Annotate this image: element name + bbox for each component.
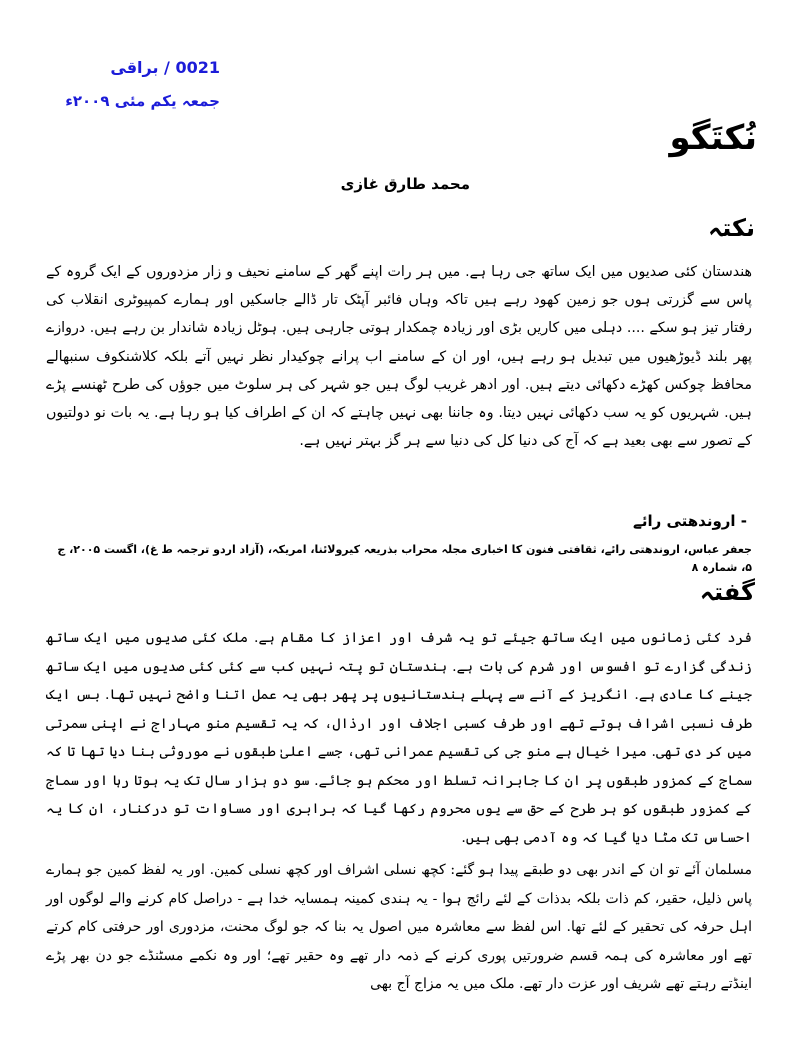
section-heading-nukta: نکتہ: [708, 214, 755, 242]
issue-number: 0021 / براقی: [110, 58, 220, 77]
section-heading-gufta: گفتہ: [699, 578, 755, 606]
quote-attribution: - اروندھتی رائے: [633, 512, 747, 530]
gufta-paragraph-1: فرد کئی زمانوں میں ایک ساتھ جیئے تو یہ شرف اور اعزاز کا مقام ہے. ملک کئی صدیوں میں ایک ساتھ زندگی گزارے تو افسوس اور شرم کی بات ہے. ہندستان تو پتہ نہیں کب سے کئی کئی صدیوں میں ایک ساتھ جینے کا عادی ہے. انگریز کے آنے سے پہلے ہندستانیوں پر پھر بھی یہ عمل اتنا واضح نہیں تھا. بس ایک طرف نسبی اشراف ہوتے تھے اور طرف کسبی اجلاف اور ارذال، کہ یہ تقسیم منو مہاراج نے اپنی سمرتی میں کر دی تھی. میرا خیال ہے منو جی کی تقسیم عمرانی تھی، جسے اعلیٰ طبقوں نے موروثی بنا دیا تھا تا کہ سماج کے کمزور طبقوں پر ان کا جابرانہ تسلط اور محکم ہو جائے. سو دو ہزار سال تک یہ ہوتا رہا اور سماج کے کمزور طبقوں کو ہر طرح کے حق سے یوں محروم رکھا گیا کہ برابری اور مساوات تو درکنار، ان کا یہ احساس تک مٹا دیا گیا کہ وہ آدمی بھی ہیں.: [46, 630, 752, 846]
article-title: نُکتَگو: [669, 118, 757, 158]
quote-source: جعفر عباس، اروندھتی رائے، ثقافتی فنون کا اخباری مجلہ محراب بذریعہ کیرولائنا، امریکہ، (آزاد اردو ترجمہ ط غ)، اگست ۲۰۰۵، ج ۵، شمارہ ۸: [57, 543, 752, 574]
nukta-paragraph: ھندستان کئی صدیوں میں ایک ساتھ جی رہا ہے. میں ہر رات اپنے گھر کے سامنے نحیف و زار مزدوروں کے ایک گروہ کے پاس سے گزرتی ہوں جو زمین کھود رہے ہیں تاکہ وہاں فائبر آپٹک تار ڈالے جاسکیں اور ہمارے کمپیوٹری انقلاب کی رفتار تیز ہو سکے .... دہلی میں کاریں بڑی اور زیادہ چمکدار ہوتی جارہی ہیں. ہوٹل زیادہ شاندار بن رہے ہیں. دروازے پھر بلند ڈیوڑھیوں میں تبدیل ہو رہے ہیں، اور ان کے سامنے اب پرانے چوکیدار نظر نہیں آتے بلکہ کلاشنکوف سنبھالے محافظ چوکس کھڑے دکھائی دیتے ہیں. اور ادھر غریب لوگ ہیں جو شہر کی ہر سلوٹ میں جوؤں کی طرح ٹھنسے پڑے ہیں. شہریوں کو یہ سب دکھائی نہیں دیتا. وہ جاننا بھی نہیں چاہتے کہ ان کے اطراف کیا ہو رہا ہے. یہ بات نو دولتیوں کے تصور سے بھی بعید ہے کہ آج کی دنیا کل کی دنیا سے ہر گز بہتر نہیں ہے.: [46, 264, 752, 450]
issue-date: جمعہ یکم مئی ۲۰۰۹ء: [65, 92, 220, 110]
article-author: محمد طارق غازی: [340, 175, 470, 193]
gufta-paragraph-2: مسلمان آئے تو ان کے اندر بھی دو طبقے پیدا ہو گئے: کچھ نسلی اشراف اور کچھ نسلی کمین. اور یہ لفظ کمین جو ہمارے پاس ذلیل، حقیر، کم ذات بلکہ بدذات کے لئے رائج ہوا - یہ ہندی کمینہ ہمسایہ خدا ہے - دراصل کام کرنے والے لوگوں اور اہل حرفہ کی تحقیر کے لئے تھا. اس لفظ سے معاشرہ میں اصول یہ بنا کہ جو لوگ محنت، مزدوری اور حرفتی کام کرتے تھے اور معاشرہ کی ہمہ قسم ضرورتیں پوری کرنے کے ذمہ دار تھے وہ حقیر تھے؛ اور وہ نکمے مسٹنڈے جو دن بھر پڑے اینڈتے رہتے تھے شریف اور عزت دار تھے. ملک میں یہ مزاج آج بھی: [46, 862, 752, 992]
